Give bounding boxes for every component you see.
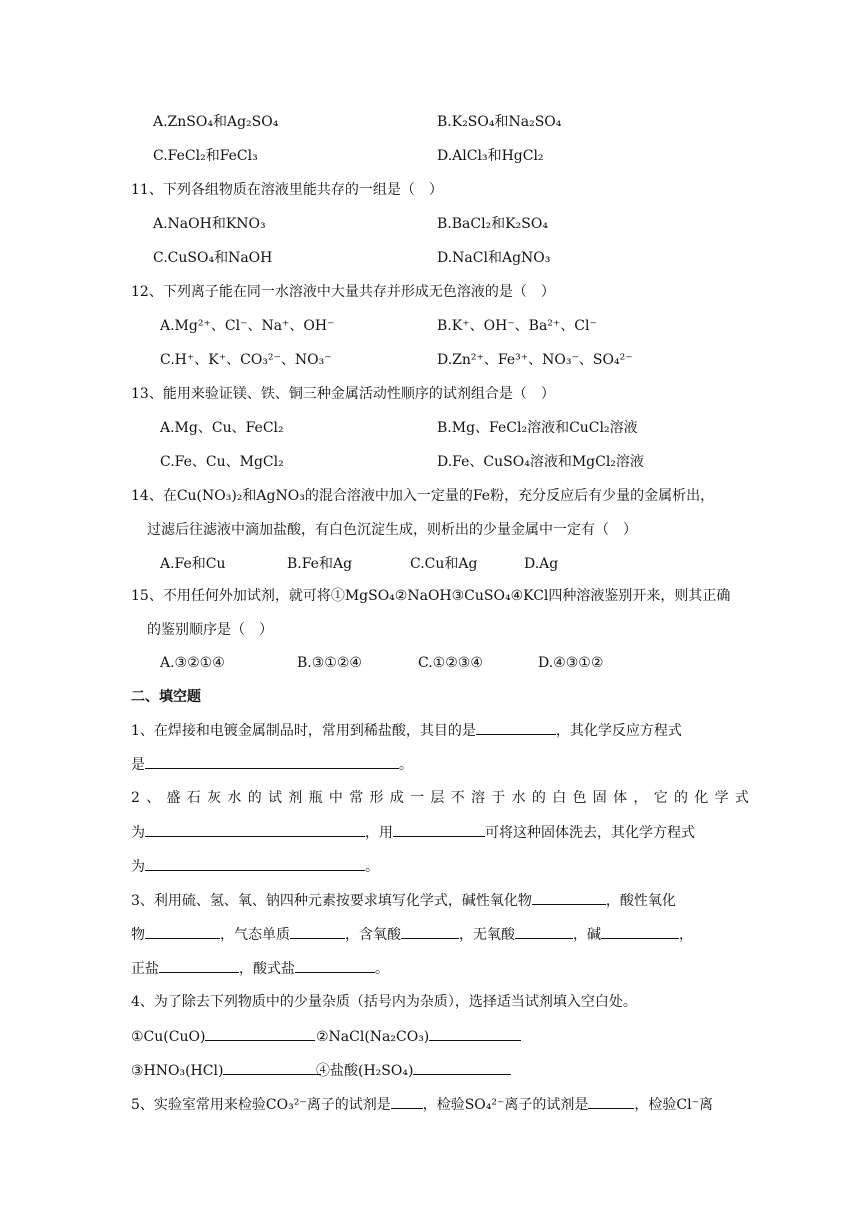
q12-option-a: A.Mg²⁺、Cl⁻、Na⁺、OH⁻ [160, 318, 335, 334]
q14-stem-line2: 过滤后往滤液中滴加盐酸，有白色沉淀生成，则析出的少量金属中一定有（ ） [147, 522, 637, 538]
fill3-blank-gas[interactable] [290, 924, 345, 939]
q10-option-b: B.K₂SO₄和Na₂SO₄ [437, 114, 562, 130]
fill2-text-2: 为 [131, 825, 145, 841]
fill3-text-8: ， [679, 927, 693, 943]
fill3-text-11: 。 [375, 961, 389, 977]
fill3-text-1: 3、利用硫、氢、氧、钠四种元素按要求填写化学式，碱性氧化物 [131, 893, 532, 909]
q15-option-d: D.④③①② [538, 655, 604, 671]
fill3-text-3: 物 [131, 927, 145, 943]
q12-option-d: D.Zn²⁺、Fe³⁺、NO₃⁻、SO₄²⁻ [437, 352, 633, 368]
fill3-blank-hydracid[interactable] [515, 924, 573, 939]
q14-stem-line1: 14、在Cu(NO₃)₂和AgNO₃的混合溶液中加入一定量的Fe粉，充分反应后有少量的金属析出， [131, 488, 715, 504]
fill3-text-9: 正盐 [131, 961, 159, 977]
fill1-line2 [131, 754, 413, 775]
q10-option-c: C.FeCl₂和FeCl₃ [153, 148, 258, 164]
fill3-blank-acid-oxide[interactable] [145, 924, 220, 939]
fill2-blank-equation[interactable] [145, 856, 365, 871]
fill5-text-1: 5、实验室常用来检验CO₃²⁻离子的试剂是 [131, 1097, 391, 1113]
fill4-line1b [316, 1026, 521, 1047]
fill4-line2b [316, 1060, 511, 1081]
fill2-text-6: 。 [365, 859, 379, 875]
fill4-item-3: ③HNO₃(HCl) [131, 1063, 224, 1079]
fill1-line1 [131, 720, 682, 741]
q10-option-a: A.ZnSO₄和Ag₂SO₄ [153, 114, 279, 130]
q13-option-b: B.Mg、FeCl₂溶液和CuCl₂溶液 [437, 420, 638, 436]
fill1-blank-purpose[interactable] [476, 720, 556, 735]
fill2-line3 [131, 856, 379, 877]
fill2-text-4: 可将这种固体洗去，其化学方程式 [485, 825, 695, 841]
fill3-text-5: ，含氧酸 [345, 927, 401, 943]
q14-option-a: A.Fe和Cu [160, 556, 226, 572]
q14-option-b: B.Fe和Ag [287, 556, 353, 572]
fill3-text-2: ，酸性氧化 [605, 893, 676, 909]
section-heading: 二、填空题 [131, 689, 201, 705]
q14-option-d: D.Ag [524, 556, 559, 572]
fill2-line1: 2、盛石灰水的试剂瓶中常形成一层不溶于水的白色固体，它的化学式 [131, 790, 756, 806]
fill4-line2 [131, 1060, 321, 1081]
fill4-blank-2[interactable] [429, 1026, 521, 1041]
fill4-blank-1[interactable] [205, 1026, 315, 1041]
fill2-text-5: 为 [131, 859, 145, 875]
fill4-item-4: ④盐酸(H₂SO₄) [316, 1063, 414, 1079]
fill2-line2 [131, 822, 695, 843]
q11-option-a: A.NaOH和KNO₃ [153, 216, 266, 232]
q13-option-c: C.Fe、Cu、MgCl₂ [160, 454, 284, 470]
fill2-blank-reagent[interactable] [393, 822, 485, 837]
q15-option-a: A.③②①④ [160, 655, 225, 671]
fill3-blank-normal-salt[interactable] [159, 958, 239, 973]
q11-stem: 11、下列各组物质在溶液里能共存的一组是（ ） [131, 182, 443, 198]
fill5-line1 [131, 1094, 713, 1115]
q11-option-b: B.BaCl₂和K₂SO₄ [437, 216, 548, 232]
q13-stem: 13、能用来验证镁、铁、铜三种金属活动性顺序的试剂组合是（ ） [131, 386, 555, 402]
fill2-text-3: ，用 [365, 825, 393, 841]
fill3-blank-basic-oxide[interactable] [532, 890, 606, 905]
q14-option-c: C.Cu和Ag [410, 556, 478, 572]
fill4-item-2: ②NaCl(Na₂CO₃) [316, 1029, 430, 1045]
fill5-blank-co3[interactable] [391, 1094, 423, 1109]
q12-option-c: C.H⁺、K⁺、CO₃²⁻、NO₃⁻ [160, 352, 332, 368]
fill1-text-3: 是 [131, 757, 145, 773]
fill3-line2 [131, 924, 693, 945]
q13-option-a: A.Mg、Cu、FeCl₂ [160, 420, 284, 436]
fill3-blank-base[interactable] [601, 924, 679, 939]
fill3-text-6: ，无氧酸 [459, 927, 515, 943]
q11-option-c: C.CuSO₄和NaOH [153, 250, 273, 266]
fill5-text-2: ，检验SO₄²⁻离子的试剂是 [422, 1097, 589, 1113]
fill4-blank-3[interactable] [223, 1060, 321, 1075]
fill4-stem: 4、为了除去下列物质中的少量杂质（括号内为杂质），选择适当试剂填入空白处。 [131, 994, 637, 1010]
fill5-blank-so4[interactable] [588, 1094, 634, 1109]
q10-option-d: D.AlCl₃和HgCl₂ [437, 148, 544, 164]
fill3-line3 [131, 958, 389, 979]
q12-option-b: B.K⁺、OH⁻、Ba²⁺、Cl⁻ [437, 318, 597, 334]
q15-stem-line1: 15、不用任何外加试剂，就可将①MgSO₄②NaOH③CuSO₄④KCl四种溶液鉴别开来，则其正确 [131, 588, 731, 604]
fill3-text-10: ，酸式盐 [239, 961, 295, 977]
fill4-blank-4[interactable] [413, 1060, 511, 1075]
fill5-text-3: ，检验Cl⁻离 [634, 1097, 713, 1113]
q15-option-b: B.③①②④ [297, 655, 362, 671]
fill4-line1 [131, 1026, 315, 1047]
fill1-blank-equation[interactable] [145, 754, 399, 769]
fill2-blank-formula[interactable] [145, 822, 365, 837]
fill1-text-1: 1、在焊接和电镀金属制品时，常用到稀盐酸，其目的是 [131, 723, 476, 739]
fill3-text-4: ，气态单质 [220, 927, 290, 943]
fill3-blank-acid-salt[interactable] [295, 958, 375, 973]
fill1-text-4: 。 [399, 757, 413, 773]
fill3-text-7: ，碱 [573, 927, 601, 943]
q15-option-c: C.①②③④ [418, 655, 483, 671]
fill4-item-1: ①Cu(CuO) [131, 1029, 206, 1045]
fill3-line1 [131, 890, 676, 911]
q11-option-d: D.NaCl和AgNO₃ [437, 250, 551, 266]
q13-option-d: D.Fe、CuSO₄溶液和MgCl₂溶液 [437, 454, 644, 470]
fill1-text-2: ，其化学反应方程式 [555, 723, 682, 739]
q12-stem: 12、下列离子能在同一水溶液中大量共存并形成无色溶液的是（ ） [131, 284, 555, 300]
q15-stem-line2: 的鉴别顺序是（ ） [147, 622, 273, 638]
fill3-blank-oxyacid[interactable] [401, 924, 459, 939]
